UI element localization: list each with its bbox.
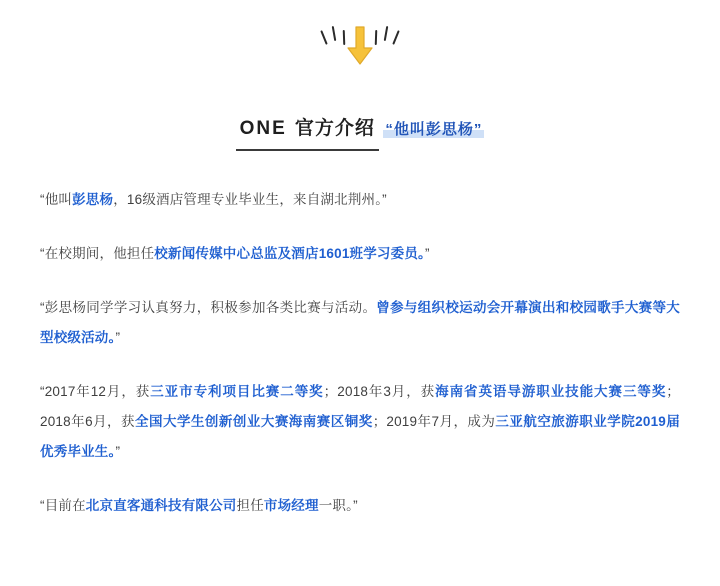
spark-line-left-1 <box>320 30 327 45</box>
plain-text: “彭思杨同学学习认真努力，积极参加各类比赛与活动。 <box>40 300 377 315</box>
spark-line-right-3 <box>375 30 378 45</box>
plain-text: ” <box>115 330 121 345</box>
paragraph <box>40 185 680 215</box>
plain-text: “他叫 <box>40 192 73 207</box>
paragraph <box>40 491 680 521</box>
plain-text: ，16级酒店管理专业毕业生，来自湖北荆州。” <box>113 192 387 207</box>
article-body <box>40 185 680 521</box>
highlighted-text: 三亚市专利项目比赛二等奖 <box>150 384 324 399</box>
plain-text: ” <box>424 246 430 261</box>
arrow-ornament <box>40 0 680 92</box>
highlighted-text: 北京直客通科技有限公司 <box>85 498 237 513</box>
section-title-text: 官方介绍 <box>294 118 375 139</box>
page-title <box>236 113 379 151</box>
highlighted-text: 校新闻传媒中心总监及酒店1601班学习委员。 <box>154 246 425 261</box>
plain-text: “目前在 <box>40 498 86 513</box>
spark-line-right-2 <box>384 26 389 41</box>
plain-text: ；2019年7月，成为 <box>372 414 496 429</box>
spark-line-right-1 <box>392 30 399 45</box>
paragraph <box>40 293 680 353</box>
plain-text: ；2018年3月，获 <box>323 384 436 399</box>
plain-text: 担任 <box>236 498 264 513</box>
spark-line-left-3 <box>343 30 346 45</box>
highlighted-text: 海南省英语导游职业技能大赛三等奖 <box>435 384 667 399</box>
plain-text: ；2018年6月，获 <box>40 384 680 429</box>
highlighted-text: 全国大学生创新创业大赛海南赛区铜奖 <box>135 414 373 429</box>
plain-text: ” <box>115 444 121 459</box>
spark-line-left-2 <box>332 26 337 41</box>
paragraph <box>40 377 680 467</box>
down-arrow-icon <box>347 26 373 66</box>
plain-text: “在校期间，他担任 <box>40 246 155 261</box>
plain-text: 一职。” <box>318 498 358 513</box>
section-number: ONE <box>239 118 287 139</box>
highlighted-text: 三亚航空旅游职业学院2019届优秀毕业生。 <box>40 414 680 459</box>
section-subtitle <box>383 118 484 139</box>
heading-block <box>40 102 680 151</box>
section-subtitle-text: “他叫彭思杨” <box>385 121 483 138</box>
highlighted-text: 曾参与组织校运动会开幕演出和校园歌手大赛等大型校级活动。 <box>40 300 680 345</box>
paragraph <box>40 239 680 269</box>
highlighted-text: 彭思杨 <box>72 192 114 207</box>
plain-text: “2017年12月，获 <box>40 384 151 399</box>
highlighted-text: 市场经理 <box>263 498 319 513</box>
